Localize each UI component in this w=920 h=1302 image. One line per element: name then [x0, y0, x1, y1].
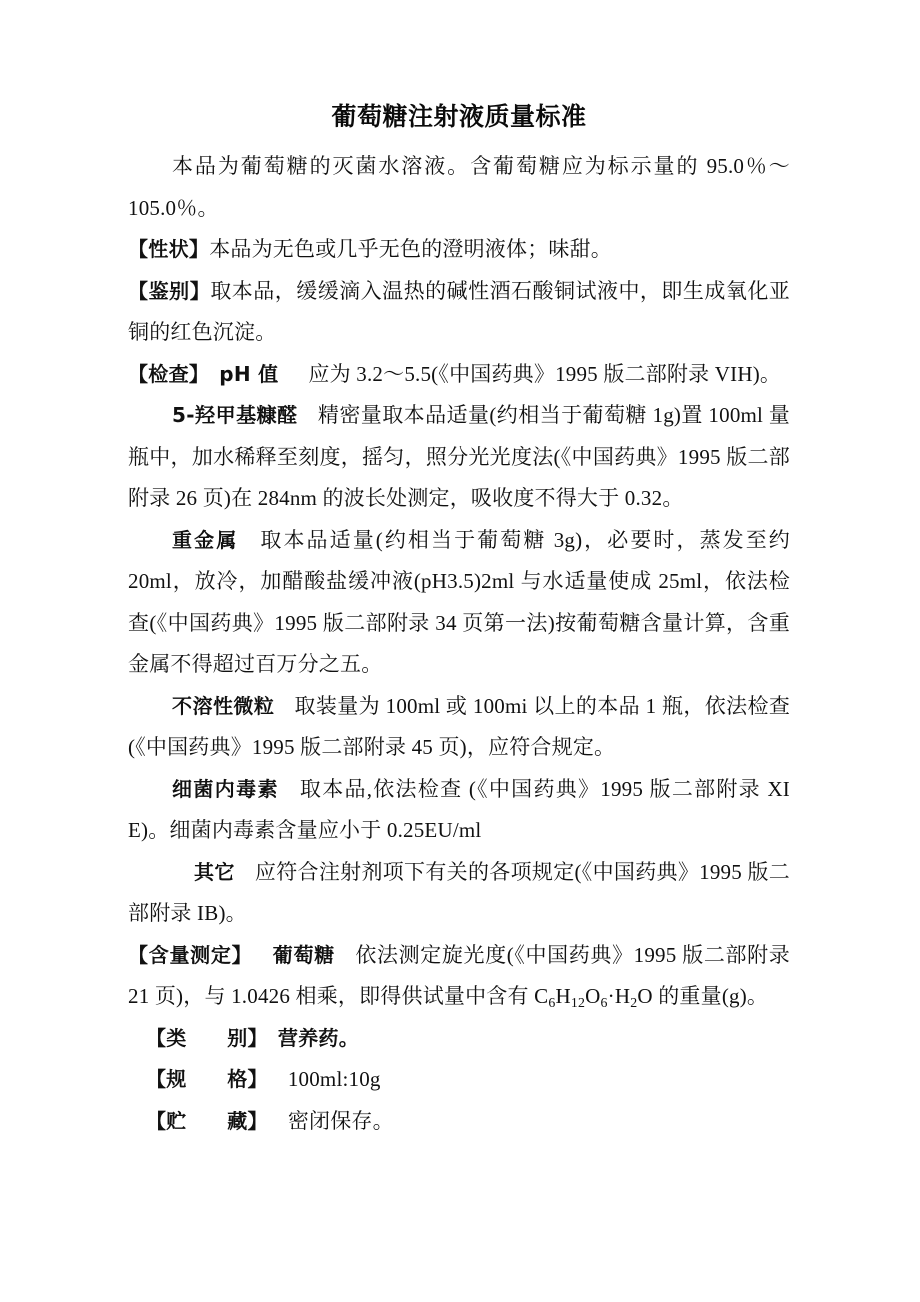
section-label-jiancha: 【检查】	[128, 361, 210, 386]
tail-label-specification: 【规 格】	[146, 1067, 268, 1091]
tail-value-specification: 100ml:10g	[287, 1067, 381, 1091]
check-item-other	[128, 852, 790, 935]
tail-value-storage: 密闭保存。	[287, 1108, 394, 1133]
section-text-xingzhuang: 本品为无色或几乎无色的澄明液体；味甜。	[209, 237, 613, 261]
tail-value-category: 营养药。	[277, 1025, 360, 1050]
formula-o2: O	[637, 984, 653, 1008]
section-label-assay: 【含量测定】	[128, 942, 253, 967]
check-item-name-endotoxin: 细菌内毒素	[172, 776, 279, 801]
section-assay	[128, 935, 790, 1018]
section-text-jiancha: 应为 3.2～5.5(《中国药典》1995 版二部附录 VIH)。	[308, 361, 782, 386]
check-item-endotoxin	[128, 769, 790, 852]
document-body	[128, 96, 790, 1142]
tail-entry-storage	[128, 1101, 790, 1143]
tail-label-storage: 【贮 藏】	[146, 1108, 268, 1133]
check-item-heavy-metals	[128, 520, 790, 686]
check-item-name-insoluble-particles: 不溶性微粒	[172, 693, 275, 718]
assay-text-after-formula: 的重量(g)。	[652, 984, 769, 1008]
section-jiancha	[128, 354, 790, 396]
formula-c: C	[534, 984, 549, 1008]
section-label-jianbie: 【鉴别】	[128, 278, 211, 303]
tail-entry-category	[128, 1018, 790, 1060]
check-item-text-heavy-metals: 取本品适量(约相当于葡萄糖 3g)，必要时，蒸发至约 20ml，放冷，加醋酸盐缓冲液(pH3.5)2ml 与水适量使成 25ml，依法检查(《中国药典》1995 版二部附录 34 页第一法)按葡萄糖含量计算，含重金属不得超过百万分之五。	[128, 527, 790, 676]
formula-c-sub: 6	[548, 994, 556, 1010]
section-label-xingzhuang: 【性状】	[128, 237, 210, 261]
check-item-name-hmf: 5-羟甲基糠醛	[172, 403, 298, 427]
check-item-hmf	[128, 395, 790, 520]
check-item-text-other: 应符合注射剂项下有关的各项规定(《中国药典》1995 版二部附录 IB)。	[128, 859, 790, 925]
formula-o-sub: 6	[600, 994, 608, 1010]
formula-o: O	[585, 984, 601, 1008]
check-item-insoluble-particles	[128, 686, 790, 769]
tail-entries	[128, 1018, 790, 1143]
assay-text-before-formula: 依法测定旋光度(《中国药典》1995 版二部附录 21 页)，与 1.0426 相乘，即得供试量中含有	[128, 942, 790, 1008]
formula-h2-sub: 2	[630, 994, 638, 1010]
tail-label-category: 【类 别】	[146, 1025, 268, 1050]
formula-h2: H	[614, 984, 631, 1008]
check-item-text-endotoxin: 取本品,依法检查 (《中国药典》1995 版二部附录 XI E)。细菌内毒素含量应小于 0.25EU/ml	[128, 776, 791, 842]
check-item-name-heavy-metals: 重金属	[172, 527, 239, 552]
section-jianbie	[128, 271, 790, 354]
chemical-formula	[534, 984, 653, 1008]
formula-dot: ·	[607, 984, 615, 1008]
section-text-jianbie: 取本品，缓缓滴入温热的碱性酒石酸铜试液中，即生成氧化亚铜的红色沉淀。	[128, 278, 790, 344]
formula-h: H	[555, 984, 571, 1008]
intro-paragraph: 本品为葡萄糖的灭菌水溶液。含葡萄糖应为标示量的 95.0％～105.0％。	[128, 154, 790, 220]
section-xingzhuang	[128, 229, 790, 271]
section-sublabel-ph: pH 值	[219, 361, 279, 386]
assay-analyte: 葡萄糖	[272, 942, 335, 967]
page-title: 葡萄糖注射液质量标准	[331, 102, 587, 131]
formula-h-sub: 12	[570, 994, 586, 1010]
check-item-text-insoluble-particles: 取装量为 100ml 或 100mi 以上的本品 1 瓶，依法检查(《中国药典》1995 版二部附录 45 页)，应符合规定。	[128, 693, 791, 759]
check-item-name-other: 其它	[194, 859, 235, 884]
check-item-text-hmf: 精密量取本品适量(约相当于葡萄糖 1g)置 100ml 量瓶中，加水稀释至刻度，摇匀，照分光光度法(《中国药典》1995 版二部附录 26 页)在 284nm 的波长处测定，吸收度不得大于 0.32。	[128, 403, 790, 510]
tail-entry-specification	[128, 1059, 790, 1101]
